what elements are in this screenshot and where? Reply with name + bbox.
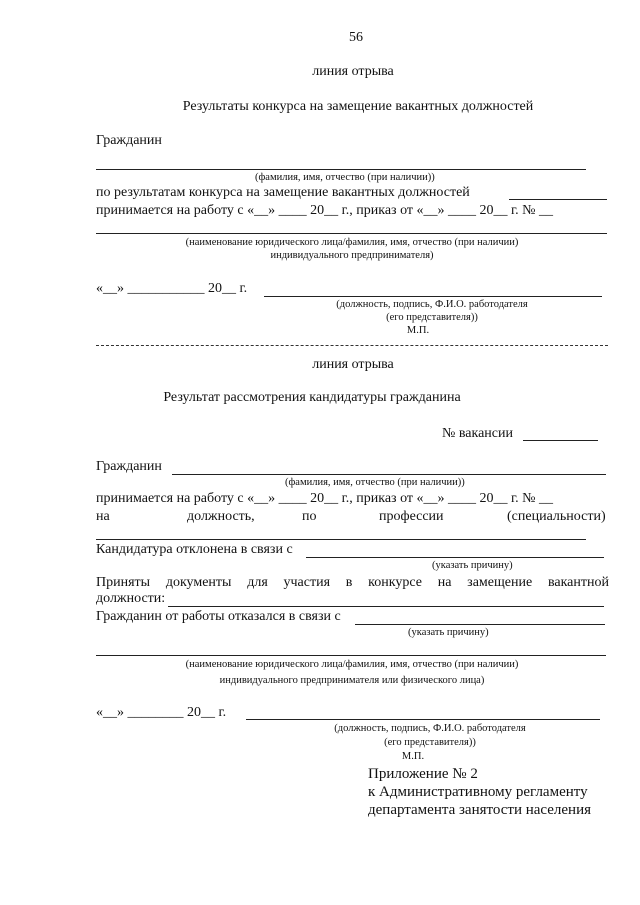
position-word: должность, [187,509,255,524]
documents-line [168,606,604,607]
signature-caption: (должность, подпись, Ф.И.О. работодателя [334,723,526,734]
stamp-label: М.П. [401,751,425,762]
employer-caption: (наименование юридического лица/фамилия, имя, отчество (при наличии) [185,659,519,670]
contest-line [509,199,607,200]
appendix-title: Приложение № 2 [368,766,478,782]
employer-line [96,233,607,234]
signature-caption: (его представителя)) [384,737,476,748]
fio-line [96,169,586,170]
hire-text: принимается на работу с «__» ____ 20__ г., приказ от «__» ____ 20__ г. № __ [96,203,554,218]
employer-caption: индивидуального предпринимателя или физического лица) [219,675,485,686]
rejected-text: Кандидатура отклонена в связи с [96,542,293,557]
tear-line-label: линия отрыва [312,64,394,79]
reason-line [306,557,604,558]
signature-caption: (его представителя)) [386,312,478,323]
signature-line [264,296,602,297]
stamp-label: М.П. [406,325,430,336]
signature-caption: (должность, подпись, Ф.И.О. работодателя [336,299,528,310]
section-title: Результат рассмотрения кандидатуры гражданина [163,390,461,405]
tear-line [96,345,608,346]
vacancy-line [523,440,598,441]
appendix-line: департамента занятости населения [368,802,592,818]
documents-text: должности: [96,591,166,606]
contest-text: по результатам конкурса на замещение вакантных должностей [96,185,470,200]
appendix-line: к Административному регламенту [368,784,588,800]
signature-line [246,719,600,720]
section-title: Результаты конкурса на замещение вакантных должностей [182,99,534,114]
employer-line [96,655,606,656]
refused-text: Гражданин от работы отказался в связи с [96,609,341,624]
reason-caption: (указать причину) [432,560,513,571]
position-word: на [96,509,110,524]
documents-text: Приняты документы для участия в конкурсе на замещение вакантной [96,575,609,590]
reason-caption: (указать причину) [408,627,489,638]
fio-line [172,474,606,475]
hire-text: принимается на работу с «__» ____ 20__ г., приказ от «__» ____ 20__ г. № __ [96,491,554,506]
employer-caption: индивидуального предпринимателя) [270,250,434,261]
vacancy-label: № вакансии [442,426,513,441]
date-line: «__» ________ 20__ г. [96,705,227,720]
position-word: по [302,509,317,524]
page-number: 56 [349,30,363,45]
position-word: (специальности) [507,509,606,524]
fio-caption: (фамилия, имя, отчество (при наличии)) [255,172,435,183]
fio-caption: (фамилия, имя, отчество (при наличии)) [285,477,465,488]
date-line: «__» ___________ 20__ г. [96,281,248,296]
tear-line-label: линия отрыва [312,357,394,372]
position-line [96,539,586,540]
position-word: профессии [379,509,444,524]
citizen-label: Гражданин [96,459,162,474]
refused-line [355,624,605,625]
citizen-label: Гражданин [96,133,162,148]
employer-caption: (наименование юридического лица/фамилия, имя, отчество (при наличии) [185,237,519,248]
